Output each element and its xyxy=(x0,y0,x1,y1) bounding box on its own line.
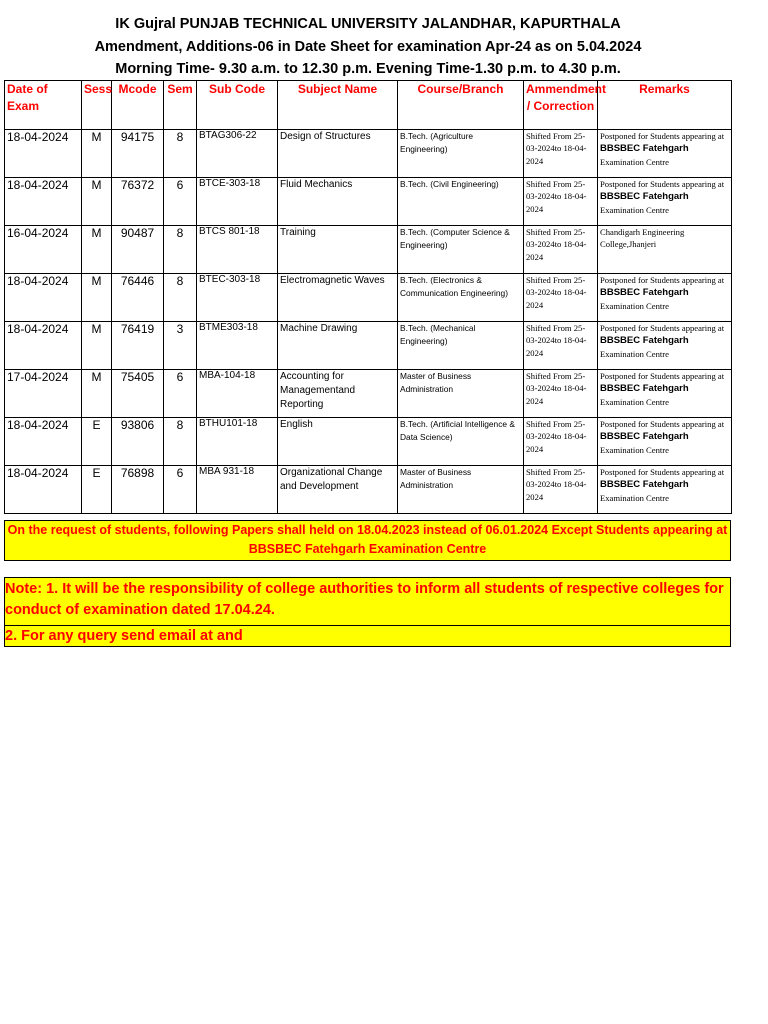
amendment-cell: Shifted From 25-03-2024to 18-04-2024 xyxy=(524,274,598,322)
course-branch-cell: B.Tech. (Civil Engineering) xyxy=(398,178,524,226)
remarks-centre-name: BBSBEC Fatehgarh xyxy=(600,287,689,299)
subject-code-cell: BTEC-303-18 xyxy=(197,274,278,322)
semester-cell: 8 xyxy=(164,274,197,322)
table-row xyxy=(5,274,732,322)
session-cell: M xyxy=(82,178,112,226)
session-cell: M xyxy=(82,274,112,322)
remarks-text: Postponed for Students appearing at xyxy=(600,275,725,285)
university-title: IK Gujral PUNJAB TECHNICAL UNIVERSITY JALANDHAR, KAPURTHALA xyxy=(115,16,621,32)
exam-timings: Morning Time- 9.30 a.m. to 12.30 p.m. Evening Time-1.30 p.m. to 4.30 p.m. xyxy=(115,61,621,77)
col-header-sess: Sess xyxy=(82,81,112,130)
remarks-cell xyxy=(598,322,732,370)
remarks-centre-name: BBSBEC Fatehgarh xyxy=(600,191,689,203)
col-header-subject: Subject Name xyxy=(278,81,398,130)
table-header-row xyxy=(5,81,732,130)
course-branch-cell: B.Tech. (Computer Science & Engineering) xyxy=(398,226,524,274)
semester-cell: 8 xyxy=(164,418,197,466)
subject-code-cell: MBA-104-18 xyxy=(197,370,278,418)
remarks-centre-name: BBSBEC Fatehgarh xyxy=(600,335,689,347)
mcode-cell: 76446 xyxy=(112,274,164,322)
amendment-cell: Shifted From 25-03-2024to 18-04-2024 xyxy=(524,466,598,514)
remarks-text: Postponed for Students appearing at xyxy=(600,323,725,333)
exam-date-cell: 18-04-2024 xyxy=(5,418,82,466)
col-header-sem: Sem xyxy=(164,81,197,130)
semester-cell: 6 xyxy=(164,370,197,418)
remarks-centre-name: BBSBEC Fatehgarh xyxy=(600,479,689,491)
subject-code-cell: BTCS 801-18 xyxy=(197,226,278,274)
amendment-cell: Shifted From 25-03-2024to 18-04-2024 xyxy=(524,130,598,178)
amendment-cell: Shifted From 25-03-2024to 18-04-2024 xyxy=(524,178,598,226)
subject-code-cell: BTAG306-22 xyxy=(197,130,278,178)
table-row xyxy=(5,418,732,466)
subject-name-cell: English xyxy=(278,418,398,466)
subject-name-cell: Design of Structures xyxy=(278,130,398,178)
table-row xyxy=(5,178,732,226)
mcode-cell: 75405 xyxy=(112,370,164,418)
exam-date-cell: 18-04-2024 xyxy=(5,274,82,322)
session-cell: M xyxy=(82,226,112,274)
mcode-cell: 76898 xyxy=(112,466,164,514)
exam-date-cell: 18-04-2024 xyxy=(5,178,82,226)
papers-notice: On the request of students, following Papers shall held on 18.04.2023 instead of 06.01.2024 Except Students appearing at BBSBEC Fatehgarh Examination Centre xyxy=(4,520,731,561)
note-2: 2. For any query send email at and xyxy=(5,625,730,646)
col-header-course: Course/Branch xyxy=(398,81,524,130)
table-row xyxy=(5,130,732,178)
subject-name-cell: Electromagnetic Waves xyxy=(278,274,398,322)
course-branch-cell: B.Tech. (Artificial Intelligence & Data Science) xyxy=(398,418,524,466)
subject-name-cell: Training xyxy=(278,226,398,274)
session-cell: E xyxy=(82,466,112,514)
table-row xyxy=(5,226,732,274)
exam-date-cell: 16-04-2024 xyxy=(5,226,82,274)
remarks-text: Postponed for Students appearing at xyxy=(600,371,725,381)
course-branch-cell: B.Tech. (Agriculture Engineering) xyxy=(398,130,524,178)
exam-date-cell: 17-04-2024 xyxy=(5,370,82,418)
remarks-cell xyxy=(598,466,732,514)
remarks-text: Postponed for Students appearing at xyxy=(600,467,725,477)
subject-name-cell: Accounting for Managementand Reporting xyxy=(278,370,398,418)
subject-name-cell: Organizational Change and Development xyxy=(278,466,398,514)
subject-name-cell: Machine Drawing xyxy=(278,322,398,370)
remarks-cell xyxy=(598,178,732,226)
note-1: Note: 1. It will be the responsibility of college authorities to inform all students of respective colleges for conduct of examination dated 17.04.24. xyxy=(5,581,724,618)
col-header-amend: Ammendment / Correction xyxy=(524,81,598,130)
amendment-cell: Shifted From 25-03-2024to 18-04-2024 xyxy=(524,418,598,466)
session-cell: M xyxy=(82,370,112,418)
subject-code-cell: MBA 931-18 xyxy=(197,466,278,514)
amendment-cell: Shifted From 25-03-2024to 18-04-2024 xyxy=(524,322,598,370)
remarks-text-end: Examination Centre xyxy=(600,396,669,407)
mcode-cell: 76372 xyxy=(112,178,164,226)
subject-code-cell: BTME303-18 xyxy=(197,322,278,370)
remarks-cell xyxy=(598,418,732,466)
remarks-centre-name: BBSBEC Fatehgarh xyxy=(600,383,689,395)
mcode-cell: 94175 xyxy=(112,130,164,178)
col-header-date: Date of Exam xyxy=(5,81,82,130)
table-row xyxy=(5,322,732,370)
remarks-text-end: Examination Centre xyxy=(600,300,669,311)
exam-date-cell: 18-04-2024 xyxy=(5,322,82,370)
col-header-subcode: Sub Code xyxy=(197,81,278,130)
remarks-text-end: Examination Centre xyxy=(600,348,669,359)
mcode-cell: 93806 xyxy=(112,418,164,466)
session-cell: M xyxy=(82,130,112,178)
amendment-cell: Shifted From 25-03-2024to 18-04-2024 xyxy=(524,226,598,274)
date-sheet-table xyxy=(4,80,732,514)
col-header-remarks: Remarks xyxy=(598,81,732,130)
semester-cell: 3 xyxy=(164,322,197,370)
session-cell: M xyxy=(82,322,112,370)
semester-cell: 8 xyxy=(164,130,197,178)
course-branch-cell: Master of Business Administration xyxy=(398,370,524,418)
remarks-text: Postponed for Students appearing at xyxy=(600,131,725,141)
subject-code-cell: BTHU101-18 xyxy=(197,418,278,466)
session-cell: E xyxy=(82,418,112,466)
semester-cell: 8 xyxy=(164,226,197,274)
remarks-text-end: Examination Centre xyxy=(600,204,669,215)
remarks-text-end: Examination Centre xyxy=(600,444,669,455)
subject-code-cell: BTCE-303-18 xyxy=(197,178,278,226)
notes-box xyxy=(4,577,731,647)
col-header-mcode: Mcode xyxy=(112,81,164,130)
course-branch-cell: B.Tech. (Electronics & Communication Engineering) xyxy=(398,274,524,322)
remarks-text: Postponed for Students appearing at xyxy=(600,179,725,189)
subject-name-cell: Fluid Mechanics xyxy=(278,178,398,226)
amendment-cell: Shifted From 25-03-2024to 18-04-2024 xyxy=(524,370,598,418)
remarks-text: Chandigarh Engineering College,Jhanjeri xyxy=(600,227,685,250)
exam-date-cell: 18-04-2024 xyxy=(5,466,82,514)
course-branch-cell: B.Tech. (Mechanical Engineering) xyxy=(398,322,524,370)
semester-cell: 6 xyxy=(164,178,197,226)
remarks-centre-name: BBSBEC Fatehgarh xyxy=(600,431,689,443)
remarks-cell xyxy=(598,370,732,418)
remarks-centre-name: BBSBEC Fatehgarh xyxy=(600,143,689,155)
remarks-text-end: Examination Centre xyxy=(600,492,669,503)
remarks-cell xyxy=(598,130,732,178)
mcode-cell: 90487 xyxy=(112,226,164,274)
course-branch-cell: Master of Business Administration xyxy=(398,466,524,514)
table-row xyxy=(5,466,732,514)
remarks-cell xyxy=(598,226,732,274)
table-row xyxy=(5,370,732,418)
remarks-text: Postponed for Students appearing at xyxy=(600,419,725,429)
mcode-cell: 76419 xyxy=(112,322,164,370)
semester-cell: 6 xyxy=(164,466,197,514)
remarks-text-end: Examination Centre xyxy=(600,156,669,167)
exam-date-cell: 18-04-2024 xyxy=(5,130,82,178)
amendment-title: Amendment, Additions-06 in Date Sheet for examination Apr-24 as on 5.04.2024 xyxy=(94,39,642,55)
remarks-cell xyxy=(598,274,732,322)
